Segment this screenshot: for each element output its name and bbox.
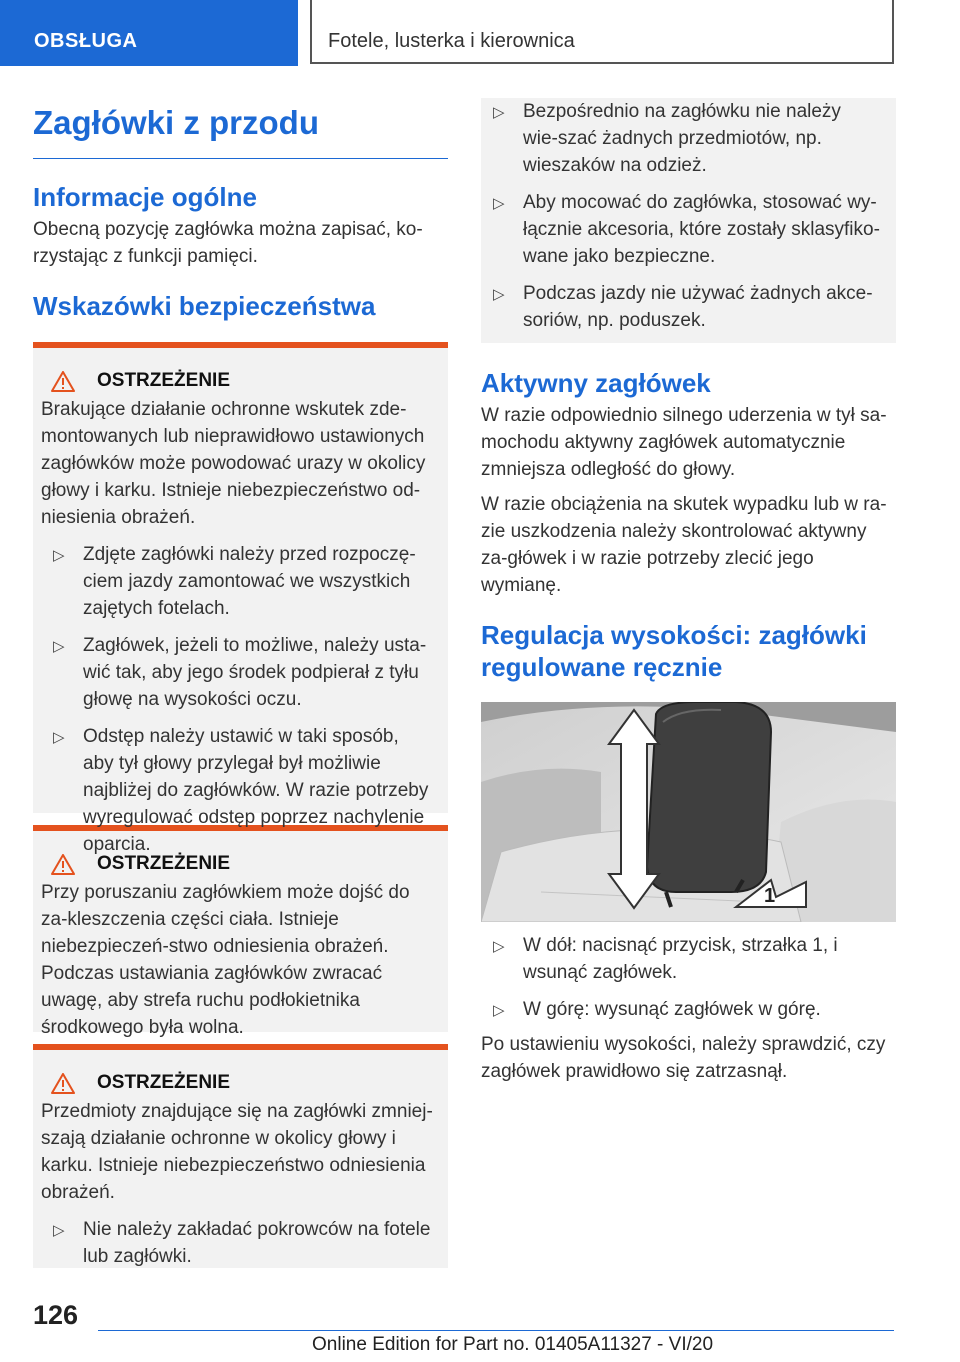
right-column xyxy=(481,98,896,1085)
list-item: ▷ Aby mocować do zagłówka, stosować wy‐łącznie akcesoria, które zostały sklasyfiko‐wane jako bezpieczne. xyxy=(493,192,880,267)
triangle-bullet-icon: ▷ xyxy=(493,104,505,121)
closing-text: Po ustawieniu wysokości, należy sprawdzić, czy zagłówek prawidłowo się zatrzasnął. xyxy=(481,1033,886,1082)
headrest-illustration xyxy=(481,702,896,922)
triangle-bullet-icon: ▷ xyxy=(493,937,505,955)
height-list xyxy=(481,932,896,1023)
section-tab: OBSŁUGA xyxy=(0,0,298,66)
active-heading: Aktywny zagłówek xyxy=(481,368,711,398)
chapter-title: Fotele, lusterka i kierownica xyxy=(310,0,894,64)
list-item: ▷ Podczas jazdy nie używać żadnych akce‐soriów, np. poduszek. xyxy=(493,283,873,331)
triangle-bullet-icon: ▷ xyxy=(493,286,505,303)
list-item: ▷ Odstęp należy ustawić w taki sposób, aby tył głowy przylegał był możliwie najbliżej do zagłówków. W razie potrzeby wyregulować odstęp poprzez nachylenie oparcia. xyxy=(53,726,429,855)
page-number: 126 xyxy=(33,1300,79,1330)
warning-triangle-icon xyxy=(51,371,75,392)
triangle-bullet-icon: ▷ xyxy=(493,1001,505,1019)
warning-list xyxy=(41,541,434,858)
warning-continuation xyxy=(481,98,896,343)
list-item: ▷ Bezpośrednio na zagłówku nie należy wie‐szać żadnych przedmiotów, np. wieszaków na odzież. xyxy=(493,101,841,176)
height-heading: Regulacja wysokości: zagłówki regulowane ręcznie xyxy=(481,619,867,682)
general-text: Obecną pozycję zagłówka można zapisać, ko‐rzystając z funkcji pamięci. xyxy=(33,218,423,267)
headrest-figure xyxy=(481,702,896,922)
warning-box-3 xyxy=(33,1044,448,1268)
figure-label: 1 xyxy=(764,884,776,907)
warning-title: OSTRZEŻENIE xyxy=(97,1072,231,1093)
warning-text: Przedmioty znajdujące się na zagłówki zmniej‐szają działanie ochronne w okolicy głowy i karku. Istnieje niebezpieczeństwo odniesienia obrażeń. xyxy=(41,1101,433,1203)
list-item: ▷ Zdjęte zagłówki należy przed rozpoczę‐ciem jazdy zamontować we wszystkich zajętych fotelach. xyxy=(53,544,416,619)
warning-text: Brakujące działanie ochronne wskutek zde‐montowanych lub nieprawidłowo ustawionych zagłówków może powodować urazy w okolicy głowy i karku. Istnieje niebezpieczeństwo od‐niesienia obrażeń. xyxy=(41,399,426,528)
list-item: ▷ W dół: nacisnąć przycisk, strzałka 1, i wsunąć zagłówek. xyxy=(493,934,838,983)
warning-list xyxy=(41,1216,434,1270)
triangle-bullet-icon: ▷ xyxy=(53,638,65,655)
page-title: Zagłówki z przodu xyxy=(33,96,448,159)
footer-edition: Online Edition for Part no. 01405A11327 - VI/20 xyxy=(312,1334,714,1355)
warning-triangle-icon xyxy=(51,1073,75,1094)
warning-text: Przy poruszaniu zagłówkiem może dojść do za‐kleszczenia części ciała. Istnieje niebezpieczeń‐stwo odniesienia obrażeń. Podczas ustawiania zagłówków zwracać uwagę, aby strefa ruchu podłokietnika środkowego była wolna. xyxy=(41,882,410,1038)
warning-box-1 xyxy=(33,342,448,855)
list-item: ▷ Nie należy zakładać pokrowców na fotele lub zagłówki. xyxy=(53,1219,431,1267)
triangle-bullet-icon: ▷ xyxy=(53,1222,65,1239)
active-text-1: W razie odpowiednio silnego uderzenia w tył sa‐mochodu aktywny zagłówek automatycznie zmniejsza odległość do głowy. xyxy=(481,404,887,480)
footer-divider xyxy=(98,1330,894,1331)
triangle-bullet-icon: ▷ xyxy=(53,729,65,746)
list-item: ▷ W górę: wysunąć zagłówek w górę. xyxy=(481,996,896,1023)
left-column xyxy=(33,96,448,1268)
general-heading: Informacje ogólne xyxy=(33,182,257,212)
list-item: ▷ Zagłówek, jeżeli to możliwe, należy usta‐wić tak, aby jego środek podpierał z tyłu głowę na wysokości oczu. xyxy=(53,635,427,710)
active-text-2: W razie obciążenia na skutek wypadku lub w ra‐zie uszkodzenia należy skontrolować aktywny za‐główek i w razie potrzeby zlecić jego wymianę. xyxy=(481,493,887,596)
warning-title: OSTRZEŻENIE xyxy=(97,370,231,391)
triangle-bullet-icon: ▷ xyxy=(493,195,505,212)
safety-heading: Wskazówki bezpieczeństwa xyxy=(33,290,376,321)
triangle-bullet-icon: ▷ xyxy=(53,547,65,564)
page-header xyxy=(0,0,960,66)
warning-title: OSTRZEŻENIE xyxy=(97,853,231,874)
